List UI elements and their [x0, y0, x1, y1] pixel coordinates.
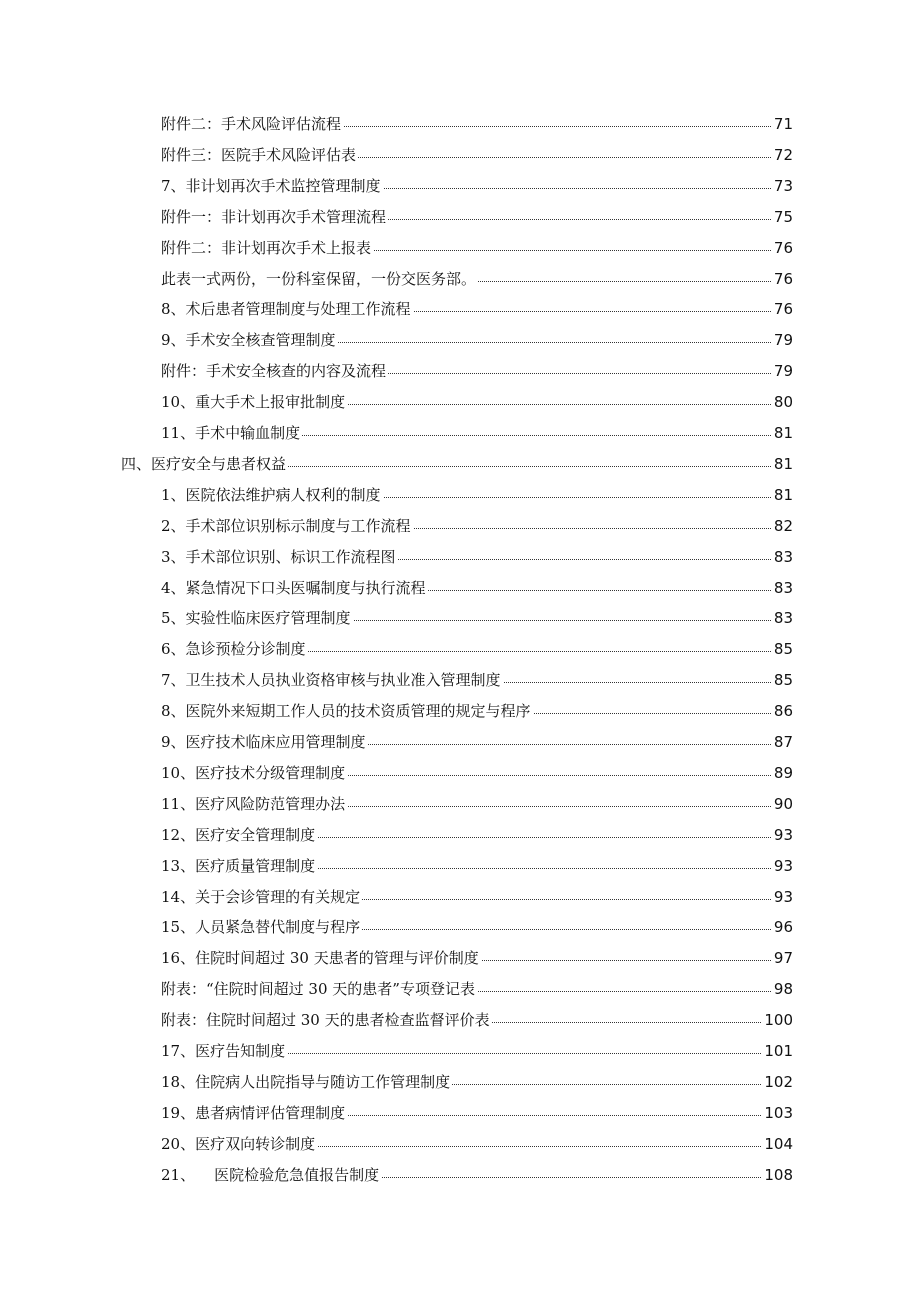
toc-entry-title: 18、住院病人出院指导与随访工作管理制度	[161, 1072, 451, 1091]
toc-entry[interactable]	[0, 450, 920, 480]
toc-entry[interactable]	[0, 388, 920, 418]
toc-entry[interactable]	[0, 913, 920, 943]
toc-page-number: 75	[773, 207, 793, 226]
toc-entry[interactable]	[0, 852, 920, 882]
toc-page-number: 97	[773, 949, 793, 968]
toc-entry-title: 7、卫生技术人员执业资格审核与执业准入管理制度	[161, 671, 501, 690]
toc-page-number: 85	[773, 671, 793, 690]
toc-entry-title: 13、医疗质量管理制度	[161, 856, 316, 875]
toc-entry-title: 附件三：医院手术风险评估表	[161, 145, 357, 164]
toc-page-number: 83	[773, 578, 793, 597]
toc-page-number: 79	[773, 362, 793, 381]
toc-entry[interactable]	[0, 110, 920, 140]
toc-entry-title: 附表：“住院时间超过 30 天的患者”专项登记表	[161, 980, 475, 999]
toc-entry[interactable]	[0, 1006, 920, 1036]
toc-entry[interactable]	[0, 481, 920, 511]
toc-page-number: 108	[764, 1165, 793, 1184]
toc-page-number: 102	[764, 1072, 793, 1091]
toc-entry[interactable]	[0, 141, 920, 171]
toc-entry-title: 11、手术中输血制度	[161, 424, 301, 442]
toc-entry-title: 21、 医院检验危急值报告制度	[161, 1165, 380, 1184]
toc-entry[interactable]	[0, 357, 920, 387]
toc-entry[interactable]	[0, 666, 920, 696]
toc-entry-title: 17、医疗告知制度	[161, 1042, 286, 1060]
toc-entry[interactable]	[0, 295, 920, 325]
toc-entry[interactable]	[0, 883, 920, 913]
toc-entry[interactable]	[0, 944, 920, 974]
toc-entry-title: 15、人员紧急替代制度与程序	[161, 918, 361, 937]
toc-page-number: 87	[773, 733, 793, 751]
toc-entry[interactable]	[0, 759, 920, 789]
toc-entry[interactable]	[0, 512, 920, 542]
toc-entry-title: 19、患者病情评估管理制度	[161, 1103, 346, 1122]
toc-entry-title: 此表一式两份，一份科室保留，一份交医务部。	[161, 269, 477, 288]
toc-entry-title: 10、医疗技术分级管理制度	[161, 763, 346, 782]
toc-entry-title: 5、实验性临床医疗管理制度	[161, 609, 351, 628]
toc-entry-title: 14、关于会诊管理的有关规定	[161, 887, 361, 906]
toc-entry-title: 8、医院外来短期工作人员的技术资质管理的规定与程序	[161, 702, 531, 721]
toc-page-number: 76	[773, 238, 793, 257]
toc-entry[interactable]	[0, 975, 920, 1005]
toc-page-number: 81	[773, 485, 793, 504]
toc-entry[interactable]	[0, 172, 920, 202]
toc-page-number: 76	[773, 269, 793, 288]
toc-entry-title: 附件一：非计划再次手术管理流程	[161, 207, 387, 226]
toc-entry-title: 11、医疗风险防范管理办法	[161, 794, 346, 813]
toc-entry[interactable]	[0, 326, 920, 356]
toc-entry-title: 9、手术安全核查管理制度	[161, 331, 336, 350]
toc-entry-title: 9、医疗技术临床应用管理制度	[161, 733, 366, 751]
toc-entry-title: 20、医疗双向转诊制度	[161, 1134, 316, 1153]
toc-entry-title: 8、术后患者管理制度与处理工作流程	[161, 300, 411, 319]
toc-entry-title: 附件：手术安全核查的内容及流程	[161, 362, 387, 381]
toc-entry[interactable]	[0, 635, 920, 665]
toc-page-number: 86	[773, 702, 793, 721]
toc-entry[interactable]	[0, 419, 920, 449]
toc-entry[interactable]	[0, 1099, 920, 1129]
toc-page-number: 71	[773, 115, 793, 133]
toc-entry-title: 7、非计划再次手术监控管理制度	[161, 176, 381, 195]
toc-entry-title: 2、手术部位识别标示制度与工作流程	[161, 516, 411, 535]
toc-page-number: 96	[773, 918, 793, 937]
toc-entry[interactable]	[0, 265, 920, 295]
toc-page-number: 89	[773, 763, 793, 782]
toc-entry[interactable]	[0, 1068, 920, 1098]
toc-page-number: 72	[773, 145, 793, 164]
toc-page-number: 79	[773, 331, 793, 350]
toc-page-number: 81	[773, 454, 793, 473]
toc-page-number: 90	[773, 794, 793, 813]
toc-entry-title: 6、急诊预检分诊制度	[161, 640, 306, 659]
toc-page-number: 82	[773, 516, 793, 535]
toc-entry[interactable]	[0, 821, 920, 851]
toc-page-number: 73	[773, 176, 793, 195]
toc-entry[interactable]	[0, 1161, 920, 1191]
toc-page-number: 83	[773, 547, 793, 566]
toc-page-number: 104	[764, 1134, 793, 1153]
toc-entry[interactable]	[0, 604, 920, 634]
toc-entry-title: 10、重大手术上报审批制度	[161, 393, 346, 412]
toc-page-number: 93	[773, 856, 793, 875]
toc-page-number: 93	[773, 887, 793, 906]
toc-entry-title: 12、医疗安全管理制度	[161, 825, 316, 844]
toc-entry-title: 3、手术部位识别、标识工作流程图	[161, 547, 396, 566]
toc-entry-title: 附表：住院时间超过 30 天的患者检查监督评价表	[161, 1011, 490, 1030]
toc-page-number: 80	[773, 393, 793, 412]
toc-page-number: 85	[773, 640, 793, 659]
toc-page-number: 101	[764, 1042, 793, 1060]
toc-entry[interactable]	[0, 728, 920, 758]
toc-entry-title: 16、住院时间超过 30 天患者的管理与评价制度	[161, 949, 479, 968]
toc-entry-title: 四、医疗安全与患者权益	[121, 454, 287, 473]
toc-entry[interactable]	[0, 203, 920, 233]
toc-entry[interactable]	[0, 574, 920, 604]
toc-page-number: 76	[773, 300, 793, 319]
toc-page-number: 103	[764, 1103, 793, 1122]
toc-entry[interactable]	[0, 697, 920, 727]
toc-entry-title: 1、医院依法维护病人权利的制度	[161, 485, 381, 504]
toc-entry[interactable]	[0, 543, 920, 573]
toc-page-number: 93	[773, 825, 793, 844]
toc-page-number: 81	[773, 424, 793, 442]
toc-entry-title: 4、紧急情况下口头医嘱制度与执行流程	[161, 578, 426, 597]
toc-entry[interactable]	[0, 1037, 920, 1067]
toc-entry[interactable]	[0, 234, 920, 264]
toc-page-number: 98	[773, 980, 793, 999]
toc-entry-title: 附件二：手术风险评估流程	[161, 115, 342, 133]
toc-page-number: 83	[773, 609, 793, 628]
toc-entry[interactable]	[0, 1130, 920, 1160]
toc-page-number: 100	[764, 1011, 793, 1030]
toc-entry-title: 附件二：非计划再次手术上报表	[161, 238, 372, 257]
toc-entry[interactable]	[0, 790, 920, 820]
